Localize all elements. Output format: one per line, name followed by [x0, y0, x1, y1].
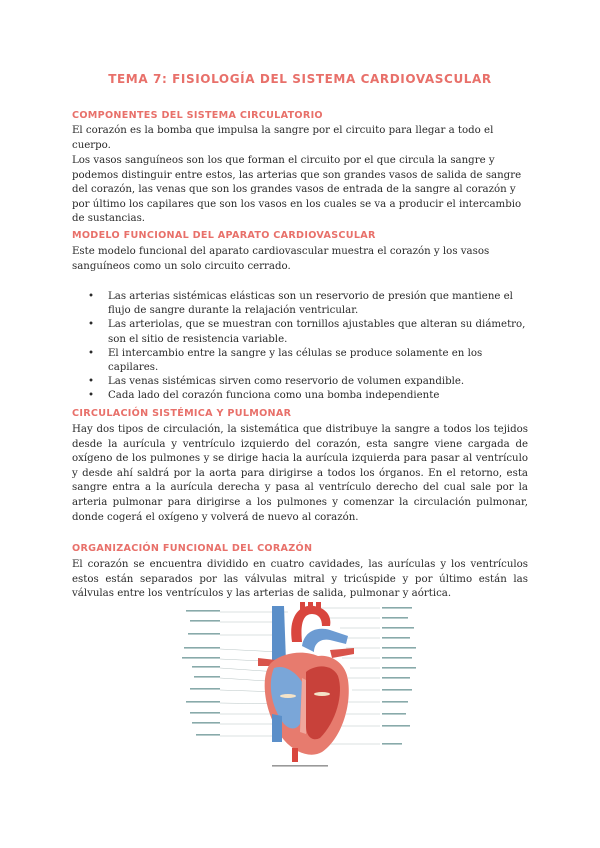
paragraph: El corazón es la bomba que impulsa la sangre por el circuito para llegar a todo el cuerpo. [72, 125, 494, 151]
list-item: • Las venas sistémicas sirven como reservorio de volumen expandible. [72, 375, 528, 389]
pulmonary-veins [330, 648, 354, 658]
aortic-branch [316, 602, 321, 611]
tricuspid-valve [280, 694, 296, 698]
bullet-list [72, 290, 528, 404]
superior-vena-cava [272, 606, 286, 664]
mitral-valve [314, 692, 330, 696]
section-heading-circulacion: CIRCULACIÓN SISTÉMICA Y PULMONAR [72, 408, 292, 419]
heart-anatomy-figure [180, 602, 420, 770]
paragraph: Hay dos tipos de circulación, la sistemática que distribuye la sangre a todos los tejidos desde la aurícula y ventrículo izquierdo del corazón, esta sangre viene cargada de oxígeno de los pulmones y se dirige hacia la aurícula izquierda para pasar al ventrículo y desde ahí saldrá por la aorta para dirigirse a todos los órganos. En el retorno, esta sangre entra a la aurícula derecha y pasa al ventrículo derecho del cual sale por la arteria pulmonar para dirigirse a los pulmones y comenzar la circulación pulmonar, donde cogerá el oxígeno y volverá de nuevo al corazón. [72, 424, 528, 523]
pulmonary-artery [302, 629, 348, 652]
aortic-branch [308, 602, 313, 610]
paragraph: Los vasos sanguíneos son los que forman el circuito por el que circula la sangre y podemos distinguir entre estos, las arterias que son grandes vasos de salida de sangre del corazón, las venas que son los grandes vasos de entrada de la sangre al corazón y por último los capilares que son los vasos en los cuales se va a producir el intercambio de sustancias. [72, 155, 522, 225]
section-heading-componentes: COMPONENTES DEL SISTEMA CIRCULATORIO [72, 110, 323, 121]
list-item: • Cada lado del corazón funciona como una bomba independiente [72, 389, 528, 403]
paragraph: Este modelo funcional del aparato cardiovascular muestra el corazón y los vasos sanguíneos como un solo circuito cerrado. [72, 246, 490, 272]
list-item: • Las arteriolas, que se muestran con tornillos ajustables que alteran su diámetro, son el sitio de resistencia variable. [72, 318, 528, 346]
descending-aorta [292, 748, 298, 762]
list-item: • Las arterias sistémicas elásticas son un reservorio de presión que mantiene el flujo de sangre durante la relajación ventricular. [72, 290, 528, 318]
inferior-vena-cava [272, 714, 282, 742]
section-heading-modelo: MODELO FUNCIONAL DEL APARATO CARDIOVASCULAR [72, 230, 376, 241]
page-title: TEMA 7: FISIOLOGÍA DEL SISTEMA CARDIOVASCULAR [108, 72, 492, 86]
aortic-branch [300, 602, 305, 612]
paragraph: El corazón se encuentra dividido en cuatro cavidades, las aurículas y los ventrículos estos están separados por las válvulas mitral y tricúspide y por último están las válvulas entre los ventrículos y las arterias de salida, pulmonar y aórtica. [72, 559, 528, 600]
section-heading-organizacion: ORGANIZACIÓN FUNCIONAL DEL CORAZÓN [72, 543, 313, 554]
list-item: • El intercambio entre la sangre y las células se produce solamente en los capilares. [72, 347, 528, 375]
